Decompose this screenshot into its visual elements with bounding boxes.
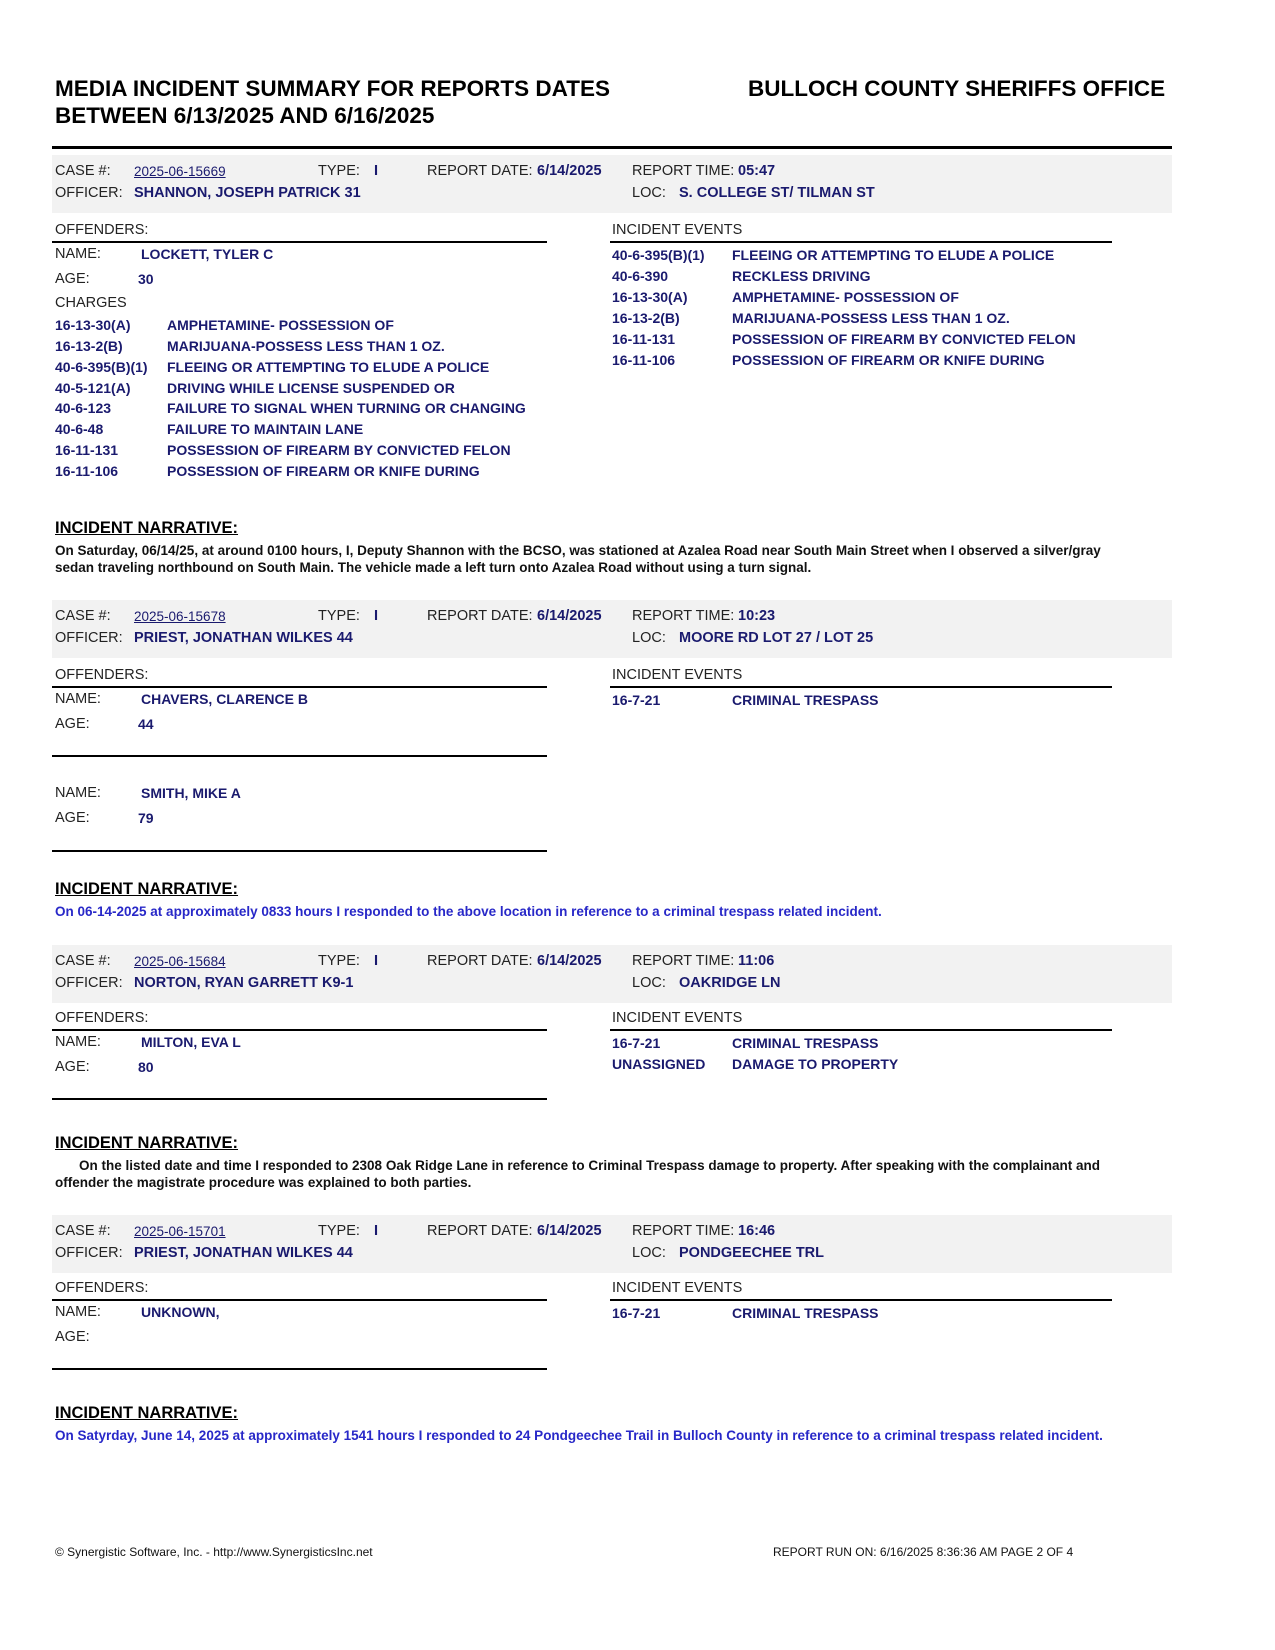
offenders-rule [52, 241, 547, 243]
officer-value: NORTON, RYAN GARRETT K9-1 [134, 975, 354, 991]
age-label: AGE: [55, 810, 90, 826]
report-time-label: REPORT TIME: [632, 1223, 735, 1239]
offenders-title: OFFENDERS: [55, 222, 149, 238]
offender-divider [52, 1368, 547, 1370]
charge-code: 40-6-123 [55, 400, 112, 416]
name-label: NAME: [55, 1304, 101, 1320]
type-value: I [374, 163, 379, 179]
age-label: AGE: [55, 271, 90, 287]
officer-label: OFFICER: [55, 630, 123, 646]
report-time-label: REPORT TIME: [632, 608, 735, 624]
name-label: NAME: [55, 246, 101, 262]
offenders-rule [52, 1029, 547, 1031]
event-desc: POSSESSION OF FIREARM OR KNIFE DURING [732, 352, 1045, 368]
charge-code: 40-5-121(A) [55, 380, 131, 396]
age-label: AGE: [55, 1059, 90, 1075]
charges-label: CHARGES [55, 295, 127, 311]
officer-value: SHANNON, JOSEPH PATRICK 31 [134, 185, 361, 201]
officer-value: PRIEST, JONATHAN WILKES 44 [134, 630, 353, 646]
event-code: 16-11-106 [612, 352, 676, 368]
report-date-label: REPORT DATE: [427, 953, 533, 969]
offender-age: 30 [138, 271, 154, 287]
officer-value: PRIEST, JONATHAN WILKES 44 [134, 1245, 353, 1261]
case-label: CASE #: [55, 163, 111, 179]
event-code: 40-6-390 [612, 268, 669, 284]
event-desc: MARIJUANA-POSSESS LESS THAN 1 OZ. [732, 310, 1010, 326]
report-date-value: 6/14/2025 [537, 163, 602, 179]
charge-desc: AMPHETAMINE- POSSESSION OF [167, 317, 394, 333]
offender-divider [52, 755, 547, 757]
charge-desc: POSSESSION OF FIREARM BY CONVICTED FELON [167, 442, 511, 458]
case-header [52, 945, 1172, 1003]
charge-code: 16-11-131 [55, 442, 119, 458]
event-code: 40-6-395(B)(1) [612, 247, 705, 263]
narrative-text: On 06-14-2025 at approximately 0833 hours I responded to the above location in reference to a criminal trespass related incident. [55, 904, 882, 919]
offenders-title: OFFENDERS: [55, 667, 149, 683]
report-title [55, 75, 695, 129]
report-time-value: 05:47 [738, 163, 776, 179]
case-label: CASE #: [55, 608, 111, 624]
type-label: TYPE: [318, 1223, 360, 1239]
incident-events-rule [610, 686, 1112, 688]
narrative-title: INCIDENT NARRATIVE: [55, 1134, 239, 1152]
case-block-4 [52, 1215, 1172, 1345]
case-number-link[interactable]: 2025-06-15701 [134, 1224, 226, 1239]
incident-events-rule [610, 1299, 1112, 1301]
charge-desc: DRIVING WHILE LICENSE SUSPENDED OR [167, 380, 455, 396]
offenders-title: OFFENDERS: [55, 1280, 149, 1296]
narrative-text: On Satyrday, June 14, 2025 at approximately 1541 hours I responded to 24 Pondgeechee Trail in Bulloch County in reference to a criminal trespass related incident. [55, 1428, 1103, 1443]
offender-name: CHAVERS, CLARENCE B [141, 691, 308, 707]
loc-value: PONDGEECHEE TRL [679, 1245, 825, 1261]
name-label: NAME: [55, 1034, 101, 1050]
event-code: UNASSIGNED [612, 1056, 706, 1072]
footer-copyright: © Synergistic Software, Inc. - http://www.SynergisticsInc.net [55, 1545, 373, 1559]
charge-code: 16-11-106 [55, 463, 119, 479]
case-block-1 [52, 155, 1172, 479]
loc-value: S. COLLEGE ST/ TILMAN ST [679, 185, 875, 201]
charge-desc: POSSESSION OF FIREARM OR KNIFE DURING [167, 463, 480, 479]
officer-label: OFFICER: [55, 185, 123, 201]
incident-events-title: INCIDENT EVENTS [612, 667, 743, 683]
incident-events-title: INCIDENT EVENTS [612, 1010, 743, 1026]
case-block-3 [52, 945, 1172, 1075]
report-date-value: 6/14/2025 [537, 953, 602, 969]
loc-label: LOC: [632, 630, 666, 646]
event-desc: POSSESSION OF FIREARM BY CONVICTED FELON [732, 331, 1076, 347]
report-time-label: REPORT TIME: [632, 953, 735, 969]
event-code: 16-13-2(B) [612, 310, 680, 326]
event-code: 16-11-131 [612, 331, 676, 347]
event-desc: RECKLESS DRIVING [732, 268, 871, 284]
event-code: 16-13-30(A) [612, 289, 688, 305]
offenders-rule [52, 686, 547, 688]
incident-events-rule [610, 1029, 1112, 1031]
offenders-title: OFFENDERS: [55, 1010, 149, 1026]
report-time-value: 10:23 [738, 608, 776, 624]
event-desc: DAMAGE TO PROPERTY [732, 1056, 899, 1072]
case-label: CASE #: [55, 953, 111, 969]
offenders-rule [52, 1299, 547, 1301]
narrative-title: INCIDENT NARRATIVE: [55, 880, 239, 898]
event-desc: CRIMINAL TRESPASS [732, 1305, 879, 1321]
incident-events-rule [610, 241, 1112, 243]
offender-age: 44 [138, 716, 154, 732]
offender-name: UNKNOWN, [141, 1304, 220, 1320]
charge-desc: MARIJUANA-POSSESS LESS THAN 1 OZ. [167, 338, 445, 354]
case-header [52, 155, 1172, 213]
type-value: I [374, 608, 379, 624]
charge-code: 16-13-30(A) [55, 317, 131, 333]
age-label: AGE: [55, 1329, 90, 1345]
narrative-text: On the listed date and time I responded to 2308 Oak Ridge Lane in reference to Criminal Trespass damage to property. After speaking with the complainant and offender the magistrate procedure was explained to both parties. [55, 1158, 1100, 1190]
name-label: NAME: [55, 785, 101, 801]
charge-desc: FAILURE TO SIGNAL WHEN TURNING OR CHANGING [167, 400, 526, 416]
loc-label: LOC: [632, 185, 666, 201]
incident-events-title: INCIDENT EVENTS [612, 222, 743, 238]
offender-age: 79 [138, 810, 154, 826]
offender-name: MILTON, EVA L [141, 1034, 241, 1050]
type-label: TYPE: [318, 608, 360, 624]
narrative-title: INCIDENT NARRATIVE: [55, 1404, 239, 1422]
report-date-value: 6/14/2025 [537, 1223, 602, 1239]
charge-code: 16-13-2(B) [55, 338, 123, 354]
report-title-line1: MEDIA INCIDENT SUMMARY FOR REPORTS DATES [55, 76, 611, 101]
type-value: I [374, 1223, 379, 1239]
report-title-line2: BETWEEN 6/13/2025 AND 6/16/2025 [55, 103, 435, 128]
event-code: 16-7-21 [612, 1305, 661, 1321]
case-number-link[interactable]: 2025-06-15678 [134, 609, 226, 624]
case-header [52, 600, 1172, 658]
event-code: 16-7-21 [612, 1035, 661, 1051]
case-number-link[interactable]: 2025-06-15669 [134, 164, 226, 179]
event-desc: AMPHETAMINE- POSSESSION OF [732, 289, 959, 305]
header-divider [52, 146, 1172, 149]
report-date-value: 6/14/2025 [537, 608, 602, 624]
case-block-2 [52, 600, 1172, 826]
report-date-label: REPORT DATE: [427, 608, 533, 624]
offender-age: 80 [138, 1059, 154, 1075]
report-time-value: 16:46 [738, 1223, 776, 1239]
report-time-value: 11:06 [738, 953, 775, 969]
name-label: NAME: [55, 691, 101, 707]
case-header [52, 1215, 1172, 1273]
agency-name: BULLOCH COUNTY SHERIFFS OFFICE [748, 76, 1166, 101]
offender-name: LOCKETT, TYLER C [141, 246, 274, 262]
incident-events-title: INCIDENT EVENTS [612, 1280, 743, 1296]
loc-label: LOC: [632, 1245, 666, 1261]
loc-label: LOC: [632, 975, 666, 991]
report-date-label: REPORT DATE: [427, 163, 533, 179]
case-label: CASE #: [55, 1223, 111, 1239]
loc-value: OAKRIDGE LN [679, 975, 781, 991]
charge-code: 40-6-48 [55, 421, 104, 437]
report-time-label: REPORT TIME: [632, 163, 735, 179]
offender-divider [52, 850, 547, 852]
event-desc: CRIMINAL TRESPASS [732, 1035, 879, 1051]
charge-desc: FLEEING OR ATTEMPTING TO ELUDE A POLICE [167, 359, 490, 375]
event-code: 16-7-21 [612, 692, 661, 708]
officer-label: OFFICER: [55, 975, 123, 991]
report-date-label: REPORT DATE: [427, 1223, 533, 1239]
loc-value: MOORE RD LOT 27 / LOT 25 [679, 630, 874, 646]
offender-divider [52, 1098, 547, 1100]
type-label: TYPE: [318, 953, 360, 969]
charge-code: 40-6-395(B)(1) [55, 359, 148, 375]
type-label: TYPE: [318, 163, 360, 179]
charge-desc: FAILURE TO MAINTAIN LANE [167, 421, 364, 437]
event-desc: CRIMINAL TRESPASS [732, 692, 879, 708]
narrative-text: On Saturday, 06/14/25, at around 0100 hours, I, Deputy Shannon with the BCSO, was stationed at Azalea Road near South Main Street when I observed a silver/gray sedan traveling northbound on South Main. The vehicle made a left turn onto Azalea Road without using a turn signal. [55, 543, 1101, 575]
event-desc: FLEEING OR ATTEMPTING TO ELUDE A POLICE [732, 247, 1055, 263]
footer-run-info: REPORT RUN ON: 6/16/2025 8:36:36 AM PAGE 2 OF 4 [773, 1545, 1074, 1559]
age-label: AGE: [55, 716, 90, 732]
type-value: I [374, 953, 379, 969]
case-number-link[interactable]: 2025-06-15684 [134, 954, 226, 969]
offender-name: SMITH, MIKE A [141, 785, 241, 801]
officer-label: OFFICER: [55, 1245, 123, 1261]
narrative-title: INCIDENT NARRATIVE: [55, 519, 239, 537]
